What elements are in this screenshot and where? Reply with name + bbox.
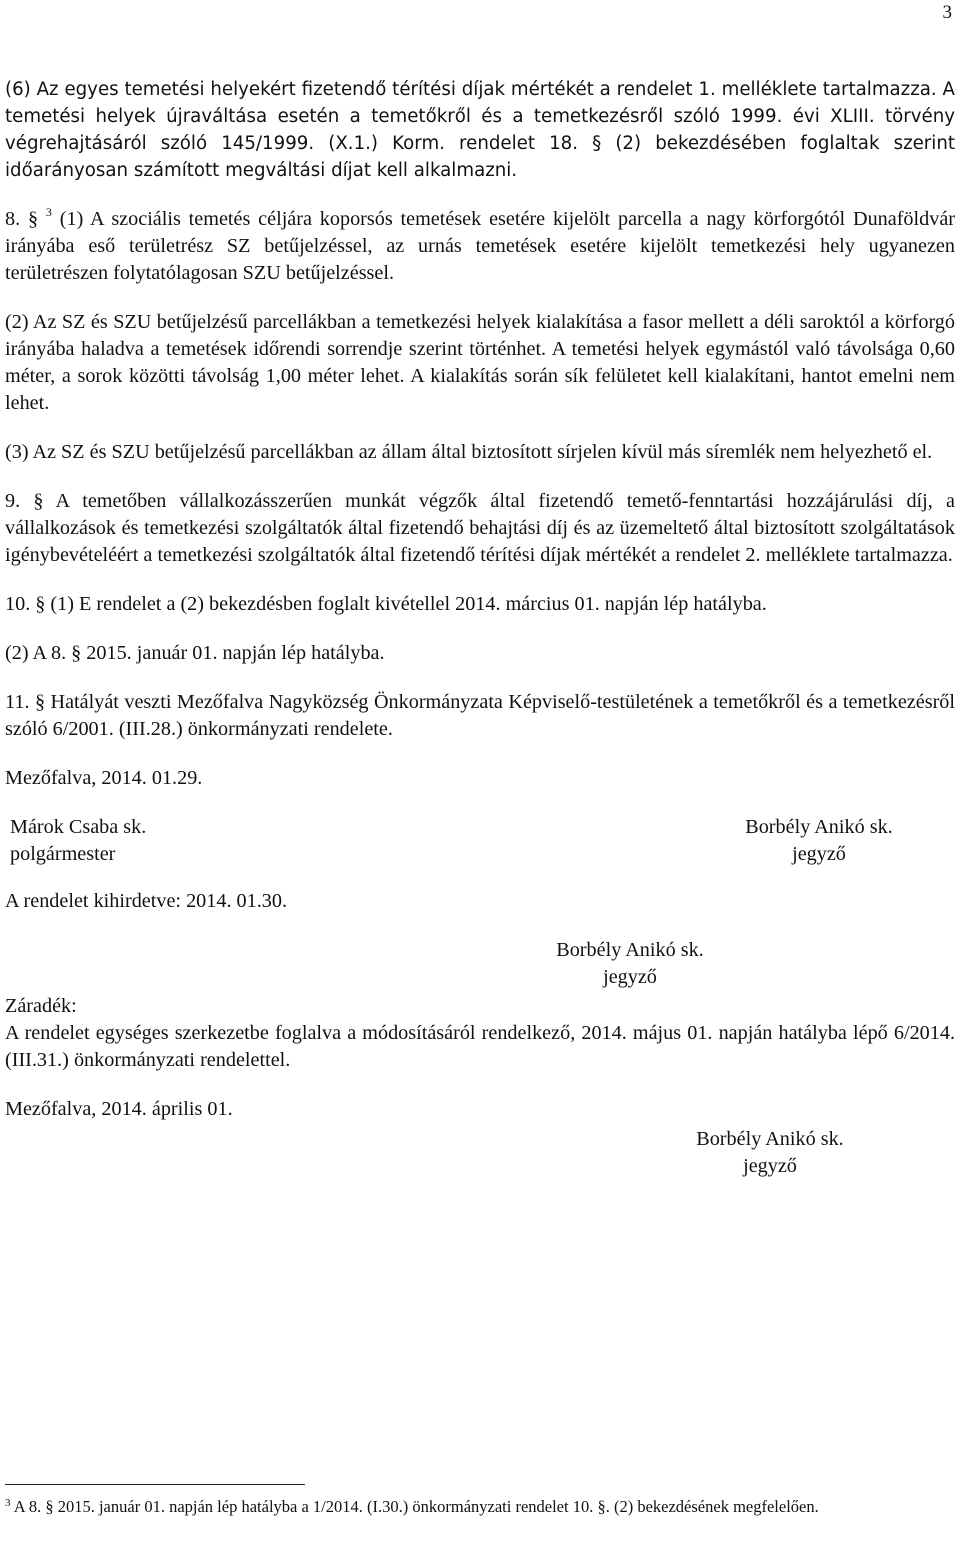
notary-title: jegyző (792, 843, 846, 865)
section-11: 11. § Hatályát veszti Mezőfalva Nagyközség Önkormányzata Képviselő-testületének a temetőkről és a temetkezésről szóló 6/2001. (III.28.) önkormányzati rendelete. (5, 691, 955, 740)
page-number: 3 (942, 2, 952, 23)
footnote-separator (5, 1484, 305, 1485)
clause-text: A rendelet egységes szerkezetbe foglalva a módosításáról rendelkező, 2014. május 01. napján hatályba lépő 6/2014.(III.31.) önkormányzati rendelettel. (5, 1022, 955, 1071)
signature-row-3 (5, 1126, 955, 1180)
notary-title-3: jegyző (743, 1155, 797, 1177)
section-8-number: 8. § (5, 208, 39, 230)
notary-signature-2 (535, 937, 725, 991)
footnote-number: 3 (5, 1497, 11, 1509)
mayor-signature (10, 814, 146, 868)
section-10-paragraph-1: 10. § (1) E rendelet a (2) bekezdésben foglalt kivétellel 2014. március 01. napján lép hatályba. (5, 593, 767, 615)
section-8-text-1: (1) A szociális temetés céljára koporsós temetések esetére kijelölt parcella a nagy körforgótól Dunaföldvár irányába eső területrész SZ betűjelzéssel, az urnás temetések esetére kijelölt temetkezési hely ugyanezen területrészen folytatólagosan SZU betűjelzéssel. (5, 208, 956, 284)
signature-row-2 (5, 937, 955, 991)
document-body (5, 76, 955, 1200)
clause-title: Záradék: (5, 995, 77, 1017)
section-8-paragraph-2: (2) Az SZ és SZU betűjelzésű parcellákban a temetkezési helyek kialakítása a fasor mellett a déli saroktól a körforgó irányába haladva a temetések időrendi sorrendje szerint történhet. A temetési helyek egymástól való távolsága 0,60 méter, a sorok közötti távolság 1,00 méter lehet. A kialakítás során sík felületet kell kialakítani, hantot emelni nem lehet. (5, 311, 955, 414)
section-8-paragraph-1 (5, 206, 955, 287)
notary-title-2: jegyző (603, 966, 657, 988)
place-date-2: Mezőfalva, 2014. április 01. (5, 1098, 233, 1120)
notary-name-2: Borbély Anikó sk. (556, 939, 704, 961)
footnote-text: A 8. § 2015. január 01. napján lép hatályba a 1/2014. (I.30.) önkormányzati rendelet 10. §. (2) bekezdésének megfelelően. (10, 1497, 819, 1516)
notary-signature (724, 814, 914, 868)
announcement: A rendelet kihirdetve: 2014. 01.30. (5, 890, 288, 912)
paragraph-7-6: (6) Az egyes temetési helyekért fizetendő térítési díjak mértékét a rendelet 1. melléklete tartalmazza. A temetési helyek újraváltása esetén a temetőkről és a temetkezésről szóló 1999. évi XLIII. törvény végrehajtásáról szóló 145/1999. (X.1.) Korm. rendelet 18. § (2) bekezdésében foglaltak szerint időarányosan számított megváltási díjat kell alkalmazni. (5, 79, 955, 181)
place-date-1: Mezőfalva, 2014. 01.29. (5, 767, 203, 789)
notary-name: Borbély Anikó sk. (745, 816, 893, 838)
notary-name-3: Borbély Anikó sk. (696, 1128, 844, 1150)
notary-signature-3 (675, 1126, 865, 1180)
footnote-ref-3[interactable]: 3 (45, 205, 52, 219)
mayor-name: Márok Csaba sk. (10, 816, 147, 838)
mayor-title: polgármester (10, 843, 116, 865)
section-8-paragraph-3: (3) Az SZ és SZU betűjelzésű parcellákban az állam által biztosított sírjelen kívül más síremlék nem helyezhető el. (5, 441, 933, 463)
footnote-3 (5, 1496, 945, 1517)
section-9: 9. § A temetőben vállalkozásszerűen munkát végzők által fizetendő temető-fenntartási hozzájárulási díj, a vállalkozások és temetkezési szolgáltatók által fizetendő behajtási díj és az üzemeltető által biztosított szolgáltatások igénybevételéért a temetkezési szolgáltatók által fizetendő térítési díjak mértékét a rendelet 2. melléklete tartalmazza. (5, 490, 955, 566)
signature-row (5, 814, 955, 868)
section-10-paragraph-2: (2) A 8. § 2015. január 01. napján lép hatályba. (5, 642, 385, 664)
